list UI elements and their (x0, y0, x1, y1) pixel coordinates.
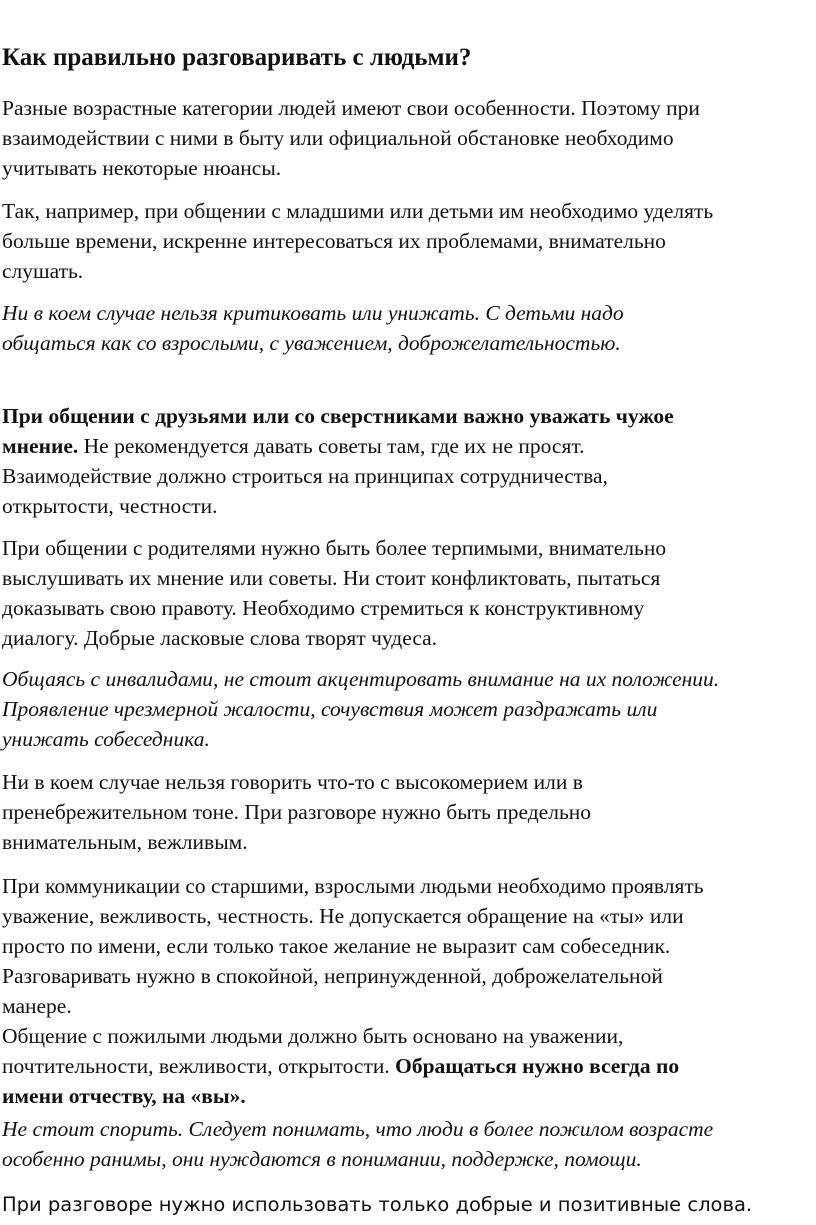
text-line: манере. (2, 994, 72, 1018)
paragraph-children-italic (2, 298, 814, 358)
bold-text: При общении с друзьями или со сверстниками важно уважать чужое (2, 404, 674, 428)
text-line: пренебрежительном тоне. При разговоре нужно быть предельно (2, 800, 592, 824)
text-line: доказывать свою правоту. Необходимо стремиться к конструктивному (2, 596, 645, 620)
text-segment: Не рекомендуется давать советы там, где их не просят. (78, 434, 585, 458)
text-line: Разговаривать нужно в спокойной, непринужденной, доброжелательной (2, 964, 663, 988)
text-line: слушать. (2, 259, 84, 283)
paragraph-elders (2, 871, 814, 1111)
text-line: Разные возрастные категории людей имеют свои особенности. Поэтому при (2, 96, 700, 120)
text-line: Общение с пожилыми людьми должно быть основано на уважении, (2, 1024, 624, 1048)
text-line: Так, например, при общении с младшими или детьми им необходимо уделять (2, 199, 714, 223)
text-line: диалогу. Добрые ласковые слова творят чудеса. (2, 626, 438, 650)
text-line: При общении с родителями нужно быть более терпимыми, внимательно (2, 536, 667, 560)
paragraph-kind-words: При разговоре нужно использовать только добрые и позитивные слова. (2, 1193, 753, 1216)
text-line: Ни в коем случае нельзя критиковать или унижать. С детьми надо (2, 301, 624, 325)
paragraph-friends (2, 401, 814, 521)
text-line: учитывать некоторые нюансы. (2, 156, 282, 180)
text-line: выслушивать их мнение или советы. Ни стоит конфликтовать, пытаться (2, 566, 661, 590)
paragraph-age-categories (2, 93, 814, 183)
text-line: особенно ранимы, они нуждаются в понимании, поддержке, помощи. (2, 1147, 642, 1171)
text-line: Общаясь с инвалидами, не стоит акцентировать внимание на их положении. (2, 667, 720, 691)
text-line: открытости, честности. (2, 494, 218, 518)
paragraph-parents (2, 533, 814, 653)
text-line: просто по имени, если только такое желание не выразит сам собеседник. (2, 934, 671, 958)
paragraph-arrogance (2, 767, 814, 857)
text-line: взаимодействии с ними в быту или официальной обстановке необходимо (2, 126, 674, 150)
text-line: унижать собеседника. (2, 727, 210, 751)
text-line: При коммуникации со старшими, взрослыми людьми необходимо проявлять (2, 874, 704, 898)
bold-text: имени отчеству, на «вы». (2, 1084, 246, 1108)
text-line: Проявление чрезмерной жалости, сочувствия может раздражать или (2, 697, 658, 721)
paragraph-disabled-italic (2, 664, 814, 754)
paragraph-no-arguing-italic (2, 1114, 814, 1174)
bold-text: мнение. (2, 434, 79, 458)
text-line: Взаимодействие должно строиться на принципах сотрудничества, (2, 464, 608, 488)
text-line: Ни в коем случае нельзя говорить что-то с высокомерием или в (2, 770, 583, 794)
text-line: Не стоит спорить. Следует понимать, что люди в более пожилом возрасте (2, 1117, 714, 1141)
text-line: уважение, вежливость, честность. Не допускается обращение на «ты» или (2, 904, 684, 928)
paragraph-children (2, 196, 814, 286)
text-segment: почтительности, вежливости, открытости. (2, 1054, 396, 1078)
text-line: больше времени, искренне интересоваться их проблемами, внимательно (2, 229, 666, 253)
bold-text: Обращаться нужно всегда по (395, 1054, 680, 1078)
page-title: Как правильно разговаривать с людьми? (2, 44, 472, 71)
text-line: общаться как со взрослыми, с уважением, доброжелательностью. (2, 331, 621, 355)
text-line: внимательным, вежливым. (2, 830, 248, 854)
